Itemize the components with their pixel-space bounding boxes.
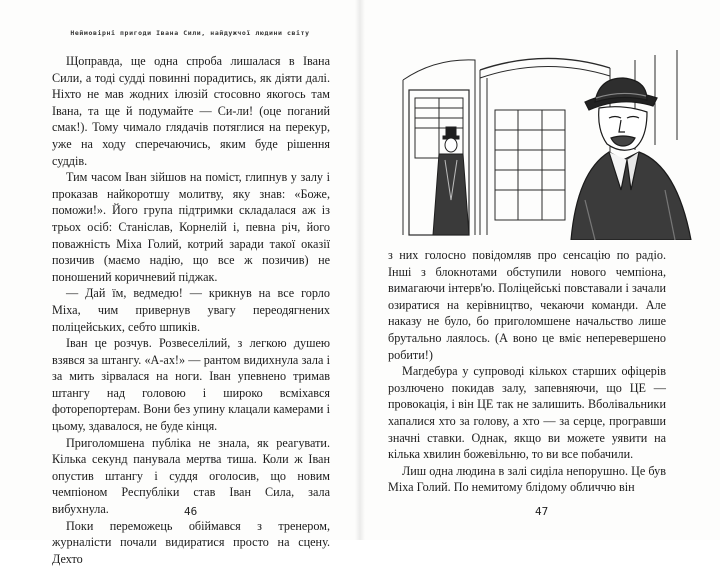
paragraph: Приголомшена публіка не знала, як реагувати. Кілька секунд панувала мертва тиша. Коли ж Іван опустив штангу і суддя оголосив, що новим чемпіоном Республіки став Іван Сила, зала вибухнула. [52, 435, 330, 517]
paragraph: Тим часом Іван зійшов на поміст, глипнув у залу і проказав найкоротшу молитву, яку знав: «Боже, поможи!». Його група підтримки складалася аж із трьох осіб: Станіслав, Корнелій і, певна річ, його поважність Міха Голий, котрий заради такої оказії позичив (маємо надію, що все ж позичив) не поношений коричневий піджак. [52, 170, 330, 284]
left-page-text [52, 53, 330, 567]
book-gutter [355, 0, 365, 540]
paragraph: Магдебура у супроводі кількох старших офіцерів розлючено покидав залу, запевняючи, що ЦЕ — провокація, і він ЦЕ так не залишить. Вболівальники хапалися хто за голову, а хто — за серце, програвши значні ставки. Однак, якщо ви можете уявити на кілька хвилин божевільню, то ви все побачили. [388, 364, 666, 462]
page-number: 47 [535, 505, 549, 518]
paragraph: Іван це розчув. Розвеселілий, з легкою душею взявся за штангу. «А-ах!» — рантом видихнула зала і за мить зірвалася на ноги. Іван упевнено тримав штангу над головою і широко всміхався фоторепортерам. Вони без упину клацали камерами і цьому, здавалося, не буде кінця. [52, 336, 330, 434]
paragraph: Поки переможець обіймався з тренером, журналісти почали видиратися просто на сцену. Дехто [52, 518, 330, 566]
paragraph: — Дай їм, ведмедю! — крикнув на все горло Міха, чим привернув увагу переодягнених поліцейських, себто шпиків. [52, 286, 330, 334]
illustration-two-men-in-hats [395, 50, 695, 240]
paragraph: Лиш одна людина в залі сиділа непорушно. Це був Міха Голий. По немитому блідому обличчю він [388, 463, 666, 495]
paragraph: Щоправда, ще одна спроба лишалася в Івана Сили, а тоді судді повинні порадитись, як діяти далі. Ніхто не мав жодних ілюзій стосовно якогось там Івана, та ще й подумайте — Си-ли! (оце поганий смак!). Тому чимало глядачів потяглися на перекур, уже на ходу сперечаючись, яким буде рішення суддів. [52, 54, 330, 168]
running-head: Неймовірні пригоди Івана Сили, найдужчої людини світу [70, 29, 310, 37]
right-page-text [388, 247, 666, 496]
paragraph: з них голосно повідомляв про сенсацію по радіо. Інші з блокнотами обступили нового чемпіона, вимагаючи інтерв'ю. Поліцейські повставали і зачали озиратися на керівництво, чекаючи команди. Але наказу не було, бо приголомшене начальство лише брутально лаялось. (А воно це вміє неперевершено робити!) [388, 248, 666, 362]
left-page [0, 0, 360, 566]
page-number: 46 [184, 505, 198, 518]
